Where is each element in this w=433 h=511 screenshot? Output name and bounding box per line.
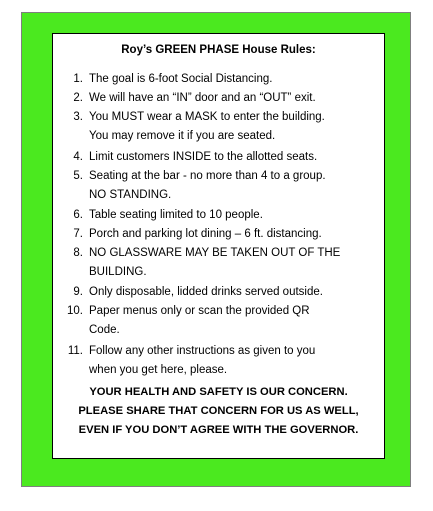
rule-text: Seating at the bar - no more than 4 to a group. bbox=[89, 170, 326, 182]
rule-text: Follow any other instructions as given to you bbox=[89, 345, 316, 357]
rule-item-9 bbox=[61, 283, 379, 302]
rule-text: The goal is 6-foot Social Distancing. bbox=[89, 73, 273, 85]
rule-item-11 bbox=[61, 342, 379, 380]
rule-number: 11. bbox=[67, 345, 83, 357]
rule-number: 6. bbox=[73, 209, 83, 221]
rule-item-7 bbox=[61, 225, 379, 244]
rule-text-continued: BUILDING. bbox=[89, 266, 147, 278]
safety-notice-line: EVEN IF YOU DON’T AGREE WITH THE GOVERNOR. bbox=[78, 424, 359, 436]
rule-number: 2. bbox=[73, 92, 83, 104]
rule-text: Porch and parking lot dining – 6 ft. distancing. bbox=[89, 228, 322, 240]
rule-item-8 bbox=[61, 244, 379, 282]
rule-item-1 bbox=[61, 70, 379, 89]
rule-number: 10. bbox=[67, 305, 83, 317]
rule-number: 1. bbox=[73, 73, 83, 85]
rule-text-continued: Code. bbox=[89, 324, 120, 336]
rule-number: 4. bbox=[73, 151, 83, 163]
rule-text: You MUST wear a MASK to enter the building. bbox=[89, 111, 325, 123]
rule-text-continued: You may remove it if you are seated. bbox=[89, 130, 276, 142]
document-title: Roy’s GREEN PHASE House Rules: bbox=[121, 44, 316, 56]
rule-item-10 bbox=[61, 302, 379, 340]
rule-text: Table seating limited to 10 people. bbox=[89, 209, 263, 221]
rule-item-4 bbox=[61, 148, 379, 167]
rule-text: Paper menus only or scan the provided QR bbox=[89, 305, 310, 317]
rule-text-continued: when you get here, please. bbox=[89, 364, 228, 376]
house-rules-box bbox=[52, 33, 385, 459]
safety-notice bbox=[53, 383, 384, 440]
rule-number: 5. bbox=[73, 170, 83, 182]
rule-text: Limit customers INSIDE to the allotted seats. bbox=[89, 151, 318, 163]
safety-notice-line: PLEASE SHARE THAT CONCERN FOR US AS WELL, bbox=[78, 405, 359, 417]
safety-notice-line: YOUR HEALTH AND SAFETY IS OUR CONCERN. bbox=[89, 386, 348, 398]
rule-text-continued: NO STANDING. bbox=[89, 189, 172, 201]
rule-item-3 bbox=[61, 108, 379, 146]
rule-number: 7. bbox=[73, 228, 83, 240]
rule-item-5 bbox=[61, 167, 379, 205]
rule-item-6 bbox=[61, 206, 379, 225]
rule-number: 9. bbox=[73, 286, 83, 298]
rule-number: 3. bbox=[73, 111, 83, 123]
rule-text: We will have an “IN” door and an “OUT” exit. bbox=[89, 92, 316, 104]
rule-text: Only disposable, lidded drinks served outside. bbox=[89, 286, 323, 298]
rule-number: 8. bbox=[73, 247, 83, 259]
rule-item-2 bbox=[61, 89, 379, 108]
rule-text: NO GLASSWARE MAY BE TAKEN OUT OF THE bbox=[89, 247, 341, 259]
